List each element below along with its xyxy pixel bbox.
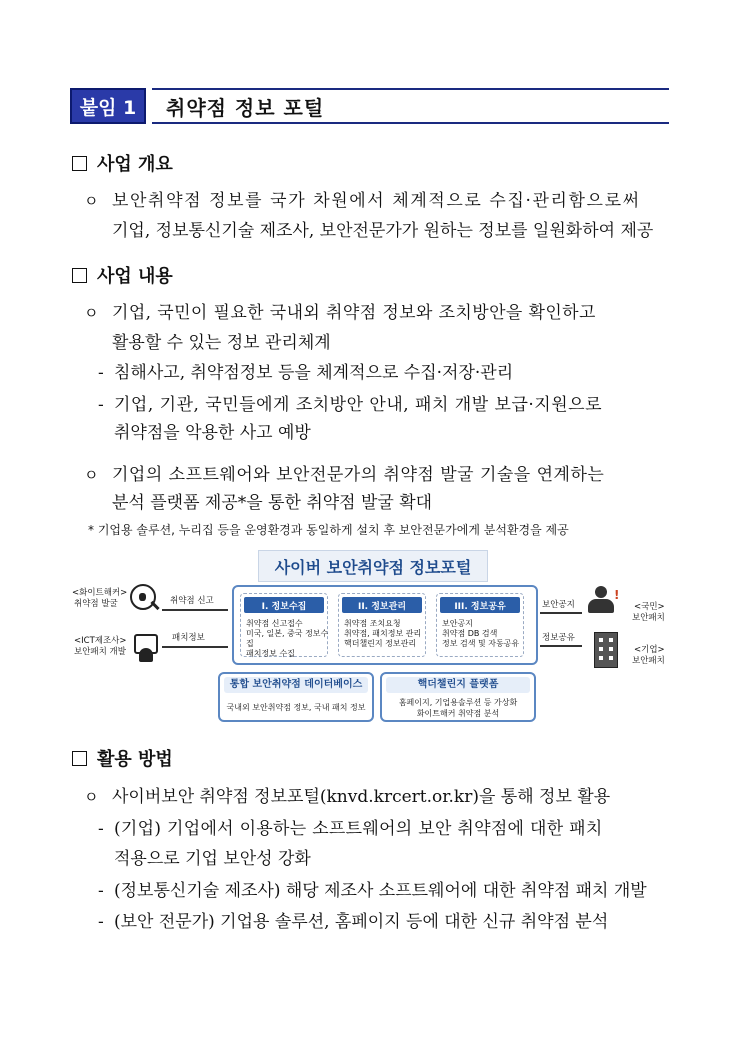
usage-sub1-line-2: 적용으로 기업 보안성 강화 — [114, 849, 311, 869]
section-title: 사업 개요 — [97, 154, 173, 175]
content-sub2-line-2: 취약점을 악용한 사고 예방 — [114, 423, 311, 443]
management-line: 취약점 조치요청 — [344, 619, 401, 628]
management-head: II. 정보관리 — [342, 597, 422, 613]
content-item2-line-1: 기업의 소프트웨어와 보안전문가의 취약점 발굴 기술을 연계하는 — [112, 465, 605, 485]
actor-company-desc: 보안패치 — [632, 656, 665, 666]
magnifier-bug-icon — [130, 584, 156, 610]
arrow-patch — [162, 646, 228, 648]
sharing-head: III. 정보공유 — [440, 597, 520, 613]
dash-icon: - — [98, 363, 104, 383]
header-rule-bottom — [152, 122, 669, 124]
checkbox-square-icon — [72, 751, 87, 766]
arrow-share — [540, 645, 582, 647]
arrow-label-share: 정보공유 — [542, 633, 575, 643]
dash-icon: - — [98, 912, 104, 932]
collection-head: I. 정보수집 — [244, 597, 324, 613]
sharing-line: 정보 검색 및 자동공유 — [442, 639, 520, 648]
hack-challenge-text — [384, 697, 532, 719]
dash-icon: - — [98, 819, 104, 839]
management-line: 취약점, 패치정보 관리 — [344, 629, 422, 638]
checkbox-square-icon — [72, 156, 87, 171]
usage-sub1-line-1: (기업) 기업에서 이용하는 소프트웨어의 보안 취약점에 대한 패치 — [114, 819, 603, 839]
actor-citizen-desc: 보안패치 — [632, 613, 665, 623]
dash-icon: - — [98, 881, 104, 901]
content-sub1: 침해사고, 취약점정보 등을 체계적으로 수집·저장·관리 — [114, 363, 514, 383]
collection-line: 취약점 신고접수 — [246, 619, 303, 628]
overview-line-1: 보안취약점 정보를 국가 차원에서 체계적으로 수집·관리함으로써 — [112, 191, 641, 211]
hack-challenge-line: 홈페이지, 기업용솔루션 등 가상화 — [398, 698, 518, 707]
usage-sub3: (보안 전문가) 기업용 솔루션, 홈페이지 등에 대한 신규 취약점 분석 — [114, 912, 609, 932]
section-title: 활용 방법 — [97, 749, 173, 770]
bullet-icon: ㅇ — [84, 788, 99, 806]
person-icon — [139, 648, 153, 662]
bullet-icon: ㅇ — [84, 304, 99, 322]
section-title: 사업 내용 — [97, 266, 173, 287]
alert-icon: ! — [614, 588, 620, 602]
attachment-badge: 붙임 1 — [70, 88, 146, 124]
checkbox-square-icon — [72, 268, 87, 283]
actor-ict-desc: 보안패치 개발 — [74, 647, 126, 657]
building-icon — [594, 632, 618, 668]
hack-challenge-line: 화이트해커 취약점 분석 — [416, 709, 500, 718]
citizen-person-icon — [588, 586, 614, 616]
collection-line: 패치정보 수집 — [246, 649, 295, 658]
diagram-title: 사이버 보안취약점 정보포털 — [258, 550, 488, 582]
actor-whitehacker-role: <화이트해커> — [72, 588, 128, 598]
collection-line: 미국, 일본, 중국 정보수집 — [246, 629, 329, 648]
usage-sub2: (정보통신기술 제조사) 해당 제조사 소프트웨어에 대한 취약점 패치 개발 — [114, 881, 647, 901]
actor-citizen-role: <국민> — [634, 602, 665, 612]
content-item1-line-2: 활용할 수 있는 정보 관리체계 — [112, 333, 331, 353]
page-title: 취약점 정보 포털 — [166, 96, 325, 120]
content-sub2-line-1: 기업, 기관, 국민들에게 조치방안 안내, 패치 개발 보급·지원으로 — [114, 395, 602, 415]
hack-challenge-head: 핵더챌린지 플랫폼 — [386, 677, 530, 693]
section-usage-heading — [72, 745, 173, 771]
sharing-text — [442, 619, 528, 649]
collection-text — [246, 619, 332, 659]
actor-whitehacker-desc: 취약점 발굴 — [74, 599, 118, 609]
database-head: 통합 보안취약점 데이터베이스 — [224, 677, 368, 693]
section-content-heading — [72, 262, 173, 288]
sharing-line: 보안공지 — [442, 619, 473, 628]
section-overview-heading — [72, 150, 173, 176]
bullet-icon: ㅇ — [84, 466, 99, 484]
dash-icon: - — [98, 395, 104, 415]
footnote: * 기업용 솔루션, 누리집 등을 운영환경과 동일하게 설치 후 보안전문가에게 분석환경을 제공 — [88, 523, 569, 537]
arrow-label-notice: 보안공지 — [542, 600, 575, 610]
sharing-line: 취약점 DB 검색 — [442, 629, 498, 638]
content-item1-line-1: 기업, 국민이 필요한 국내외 취약점 정보와 조치방안을 확인하고 — [112, 303, 596, 323]
arrow-label-patch: 패치정보 — [172, 633, 205, 643]
arrow-notice — [540, 612, 582, 614]
management-line: 핵더챌린지 정보관리 — [344, 639, 417, 648]
actor-company-role: <기업> — [634, 645, 665, 655]
arrow-report — [162, 609, 228, 611]
content-item2-line-2: 분석 플랫폼 제공*을 통한 취약점 발굴 확대 — [112, 493, 433, 513]
overview-line-2: 기업, 정보통신기술 제조사, 보안전문가가 원하는 정보를 일원화하여 제공 — [112, 221, 654, 241]
database-text: 국내외 보안취약점 정보, 국내 패치 정보 — [226, 703, 366, 712]
usage-item: 사이버보안 취약점 정보포털(knvd.krcert.or.kr)을 통해 정보 활용 — [112, 787, 611, 807]
bullet-icon: ㅇ — [84, 192, 99, 210]
management-text — [344, 619, 430, 649]
arrow-label-report: 취약점 신고 — [170, 596, 214, 606]
header-rule-top — [152, 88, 669, 90]
actor-ict-role: <ICT제조사> — [74, 636, 127, 646]
